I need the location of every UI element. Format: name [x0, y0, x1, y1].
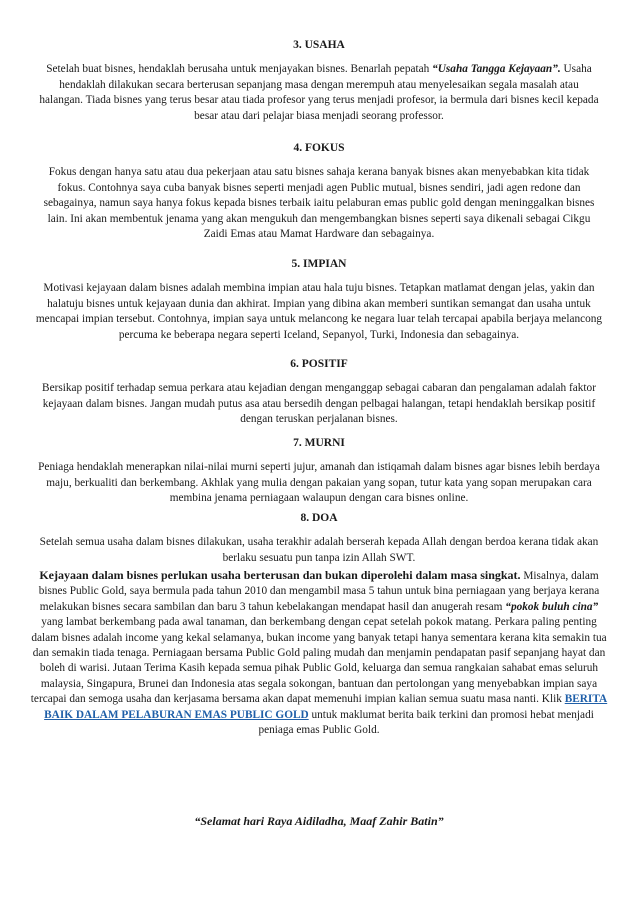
section-body: Bersikap positif terhadap semua perkara atau kejadian dengan menganggap sebagai cabaran dan pengalaman adalah faktor kejayaan dalam bisnes. Jangan mudah putus asa atau bersedih dengan pelbagai halangan, tetapi hendaklah bersikap positif dengan teruskan perjalanan bisnes. — [42, 382, 596, 426]
section-title: 5. IMPIAN — [291, 258, 347, 270]
section-fokus — [0, 141, 638, 242]
section-positif — [0, 357, 638, 428]
body-text: untuk maklumat berita baik terkini dan promosi hebat menjadi peniaga emas Public Gold. — [258, 708, 594, 737]
body-text: Misalnya, dalam bisnes Public Gold, saya bermula pada tahun 2010 dan mengambil masa 5 tahun untuk bina perniagaan yang berjaya kerana melakukan bisnes secara sambilan dan baru 3 tahun kebelakangan mendapat hasil dan anugerah resam — [38, 570, 600, 613]
conclusion-lead: Kejayaan dalam bisnes perlukan usaha berterusan dan bukan diperolehi dalam masa singkat. — [39, 568, 521, 582]
body-text: Usaha hendaklah dilakukan secara berterusan sepanjang masa dengan merempuh atau menyelesaikan segala masalah atau halangan. Tiada bisnes yang terus besar atau tiada profesor yang terus menjadi profesor, ia bermula dari bisnes kecil kepada besar atau dari pelajar biasa menjadi seorang professor. — [39, 63, 599, 122]
section-body: Peniaga hendaklah menerapkan nilai-nilai murni seperti jujur, amanah dan istiqamah dalam bisnes agar bisnes lebih berdaya maju, berkualiti dan berkembang. Akhlak yang mulia dengan pakaian yang sopan, tutur kata yang sopan merupakan cara membina jenama perniagaan walaupun dengan cara bisnes online. — [38, 461, 600, 505]
section-title: 3. USAHA — [293, 39, 345, 51]
proverb-quote: “pokok buluh cina” — [505, 600, 599, 613]
section-impian — [0, 257, 638, 343]
body-text: Setelah buat bisnes, hendaklah berusaha untuk menjayakan bisnes. Benarlah pepatah — [46, 63, 433, 76]
conclusion-section — [0, 568, 638, 738]
section-title: 8. DOA — [300, 512, 338, 524]
section-title: 6. POSITIF — [290, 358, 348, 370]
proverb-quote: “Usaha Tangga Kejayaan”. — [432, 63, 561, 76]
closing-greeting: “Selamat hari Raya Aidiladha, Maaf Zahir Batin” — [194, 814, 444, 828]
conclusion-body — [30, 568, 608, 738]
section-body: Setelah semua usaha dalam bisnes dilakukan, usaha terakhir adalah berserah kepada Allah dengan berdoa kerana tidak akan berlaku sesuatu pun tanpa izin Allah SWT. — [39, 536, 599, 564]
section-doa — [0, 511, 638, 566]
section-title: 7. MURNI — [293, 437, 345, 449]
section-usaha — [0, 38, 638, 124]
berita-baik-link[interactable]: BERITA BAIK DALAM PELABURAN EMAS PUBLIC GOLD — [44, 693, 608, 721]
section-body: Motivasi kejayaan dalam bisnes adalah membina impian atau hala tuju bisnes. Tetapkan matlamat dengan jelas, yakin dan halatuju bisnes untuk kejayaan dunia dan akhirat. Impian yang dibina akan memberi suntikan semangat dan usaha untuk mencapai impian tersebut. Contohnya, impian saya untuk melancong ke negara luar telah tercapai apabila berjaya melancong percuma ke beberapa negara seperti Iceland, Sepanyol, Turki, Indonesia dan sebagainya. — [35, 282, 603, 341]
section-title: 4. FOKUS — [293, 142, 345, 154]
section-body: Fokus dengan hanya satu atau dua pekerjaan atau satu bisnes sahaja kerana banyak bisnes akan menyebabkan kita tidak fokus. Contohnya saya cuba banyak bisnes seperti menjadi agen Public mutual, bisnes sendiri, jadi agen redone dan sebagainya, namun saya hanya fokus kepada bisnes terbaik iaitu pelaburan emas public gold dengan meninggalkan bisnes lain. Ini akan membentuk jenama yang akan mengukuh dan mengembangkan bisnes seperti saya dikenali sebagai Cikgu Zaidi Emas atau Mamat Hardware dan sebagainya. — [43, 166, 595, 241]
section-body — [38, 62, 600, 124]
body-text: yang lambat berkembang pada awal tanaman, dan berkembang dengan cepat setelah pokok matang. Perkara paling penting dalam bisnes adalah income yang kekal selamanya, bukan income yang banyak tetapi hanya sementara kerana kita semakin tua dan semakin tiada tenaga. Perniagaan bersama Public Gold paling mudah dan menjamin pendapatan pasif sepanjang hayat dan boleh di warisi. Jutaan Terima Kasih kepada semua pihak Public Gold, keluarga dan semua rangkaian sahabat emas seluruh malaysia, Singapura, Brunei dan Indonesia atas segala sokongan, bantuan dan pertolongan yang menyebabkan impian saya tercapai dan semoga usaha dan kerjasama bersama akan dapat memenuhi impian kalian semua suatu masa nanti. Klik — [30, 616, 607, 706]
section-murni — [0, 436, 638, 507]
